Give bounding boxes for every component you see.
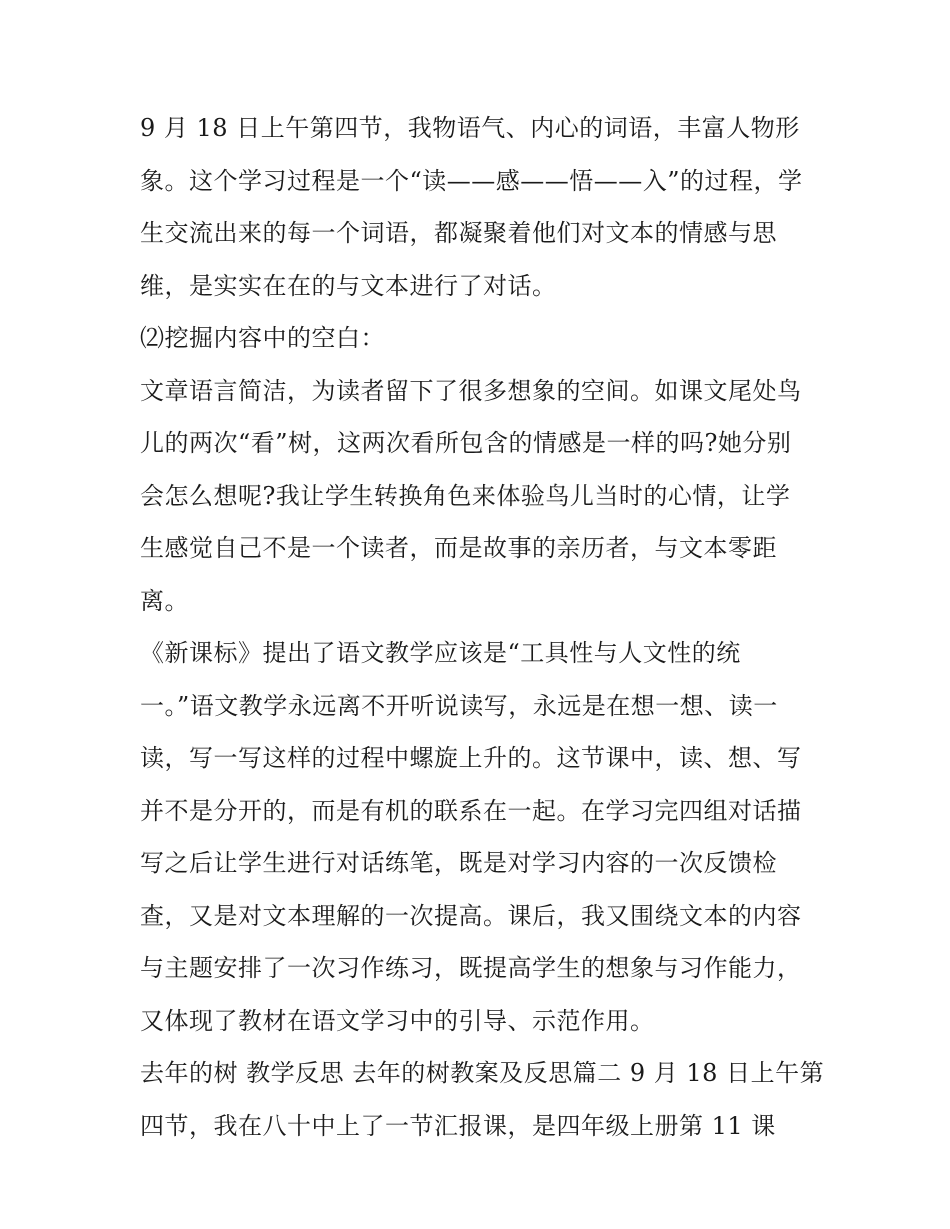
text-line: 写之后让学生进行对话练笔，既是对学习内容的一次反馈检 xyxy=(140,849,777,877)
text-line: 《新课标》提出了语文教学应该是“工具性与人文性的统 xyxy=(140,639,741,667)
text-line: 读，写一写这样的过程中螺旋上升的。这节课中，读、想、写 xyxy=(140,744,802,772)
text-line: 生感觉自己不是一个读者，而是故事的亲历者，与文本零距 xyxy=(140,534,777,562)
text-line: 查，又是对文本理解的一次提高。课后，我又围绕文本的内容 xyxy=(140,901,802,930)
text-line: 离。 xyxy=(140,586,189,615)
text-line: 与主题安排了一次习作练习，既提高学生的想象与习作能力， xyxy=(140,954,802,982)
text-line: 儿的两次“看”树，这两次看所包含的情感是一样的吗?她分别 xyxy=(140,429,792,457)
section-heading: ⑵挖掘内容中的空白： xyxy=(140,324,385,352)
body-text xyxy=(140,102,825,1152)
text-line: 维，是实实在在的与文本进行了对话。 xyxy=(140,271,557,300)
text-line: 文章语言简洁，为读者留下了很多想象的空间。如课文尾处鸟 xyxy=(140,376,802,405)
text-line: 象。这个学习过程是一个“读——感——悟——入”的过程，学 xyxy=(140,166,803,195)
text-line: 四节，我在八十中上了一节汇报课，是四年级上册第 11 课 xyxy=(140,1111,776,1140)
text-line: 会怎么想呢?我让学生转换角色来体验鸟儿当时的心情，让学 xyxy=(140,481,791,510)
text-line: 去年的树 教学反思 去年的树教案及反思篇二 9 月 18 日上午第 xyxy=(140,1059,825,1087)
text-line: 一。”语文教学永远离不开听说读写，永远是在想一想、读一 xyxy=(140,691,778,720)
text-line: 9 月 18 日上午第四节，我物语气、内心的词语，丰富人物形 xyxy=(140,114,800,142)
text-line: 又体现了教材在语文学习中的引导、示范作用。 xyxy=(140,1006,655,1035)
text-line: 生交流出来的每一个词语，都凝聚着他们对文本的情感与思 xyxy=(140,219,777,247)
text-line: 并不是分开的，而是有机的联系在一起。在学习完四组对话描 xyxy=(140,796,802,825)
